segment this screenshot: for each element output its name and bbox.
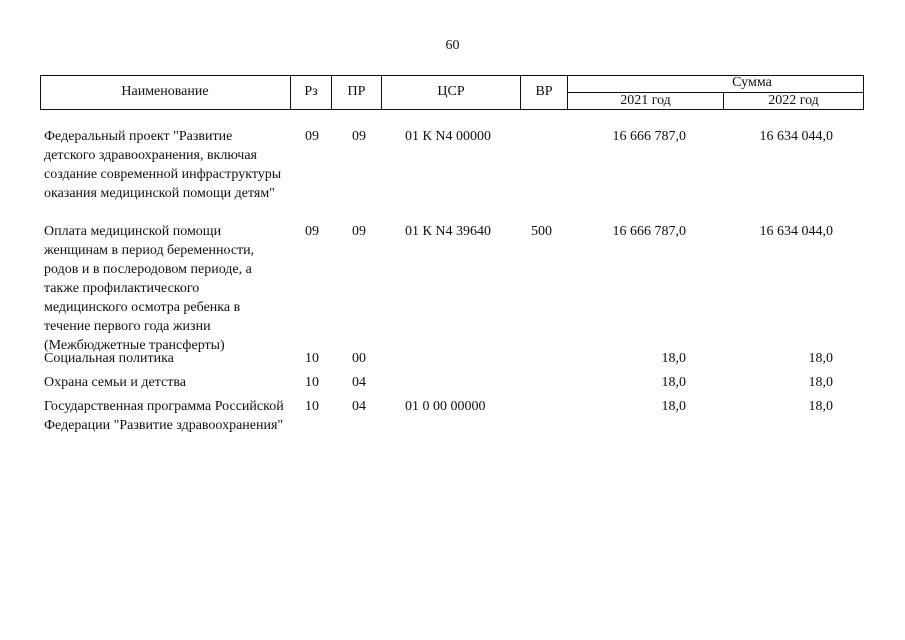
header-year-2021: 2021 год xyxy=(620,93,671,108)
row-pr: 04 xyxy=(352,399,366,414)
row-pr: 09 xyxy=(352,224,366,239)
header-vr: ВР xyxy=(535,84,553,99)
row-rz: 10 xyxy=(305,399,319,414)
row-sum-2021: 16 666 787,0 xyxy=(612,224,686,239)
table-header xyxy=(40,75,864,110)
row-pr: 04 xyxy=(352,375,366,390)
row-sum-2021: 18,0 xyxy=(661,399,686,414)
row-name: Охрана семьи и детства xyxy=(44,375,186,390)
row-rz: 10 xyxy=(305,375,319,390)
row-sum-2022: 16 634 044,0 xyxy=(759,129,833,144)
row-sum-2021: 16 666 787,0 xyxy=(612,129,686,144)
row-csr: 01 К N4 39640 xyxy=(405,224,491,239)
row-pr: 09 xyxy=(352,129,366,144)
header-rz: Рз xyxy=(304,84,318,99)
header-pr: ПР xyxy=(347,84,366,99)
row-name: Государственная программа Российской Федерации "Развитие здравоохранения" xyxy=(44,399,284,433)
row-csr: 01 0 00 00000 xyxy=(405,399,486,414)
row-csr: 01 К N4 00000 xyxy=(405,129,491,144)
header-csr: ЦСР xyxy=(437,84,465,99)
row-name: Социальная политика xyxy=(44,351,174,366)
page-number: 60 xyxy=(445,38,460,53)
row-name: Федеральный проект "Развитие детского здравоохранения, включая создание современной инфраструктуры оказания медицинской помощи детям" xyxy=(44,129,282,201)
row-sum-2021: 18,0 xyxy=(661,375,686,390)
row-pr: 00 xyxy=(352,351,366,366)
row-sum-2022: 18,0 xyxy=(808,375,833,390)
row-rz: 09 xyxy=(305,224,319,239)
header-name: Наименование xyxy=(121,84,209,99)
row-sum-2022: 16 634 044,0 xyxy=(759,224,833,239)
header-year-2022: 2022 год xyxy=(768,93,819,108)
row-name: Оплата медицинской помощи женщинам в период беременности, родов и в послеродовом периоде, а также профилактического медицинского осмотра ребенка в течение первого года жизни (Межбюджетные трансферты) xyxy=(44,224,255,353)
row-vr: 500 xyxy=(531,224,552,239)
row-sum-2022: 18,0 xyxy=(808,351,833,366)
row-sum-2021: 18,0 xyxy=(661,351,686,366)
row-rz: 10 xyxy=(305,351,319,366)
row-sum-2022: 18,0 xyxy=(808,399,833,414)
row-rz: 09 xyxy=(305,129,319,144)
header-bottom-border xyxy=(40,109,864,110)
header-sum: Сумма xyxy=(732,75,772,90)
